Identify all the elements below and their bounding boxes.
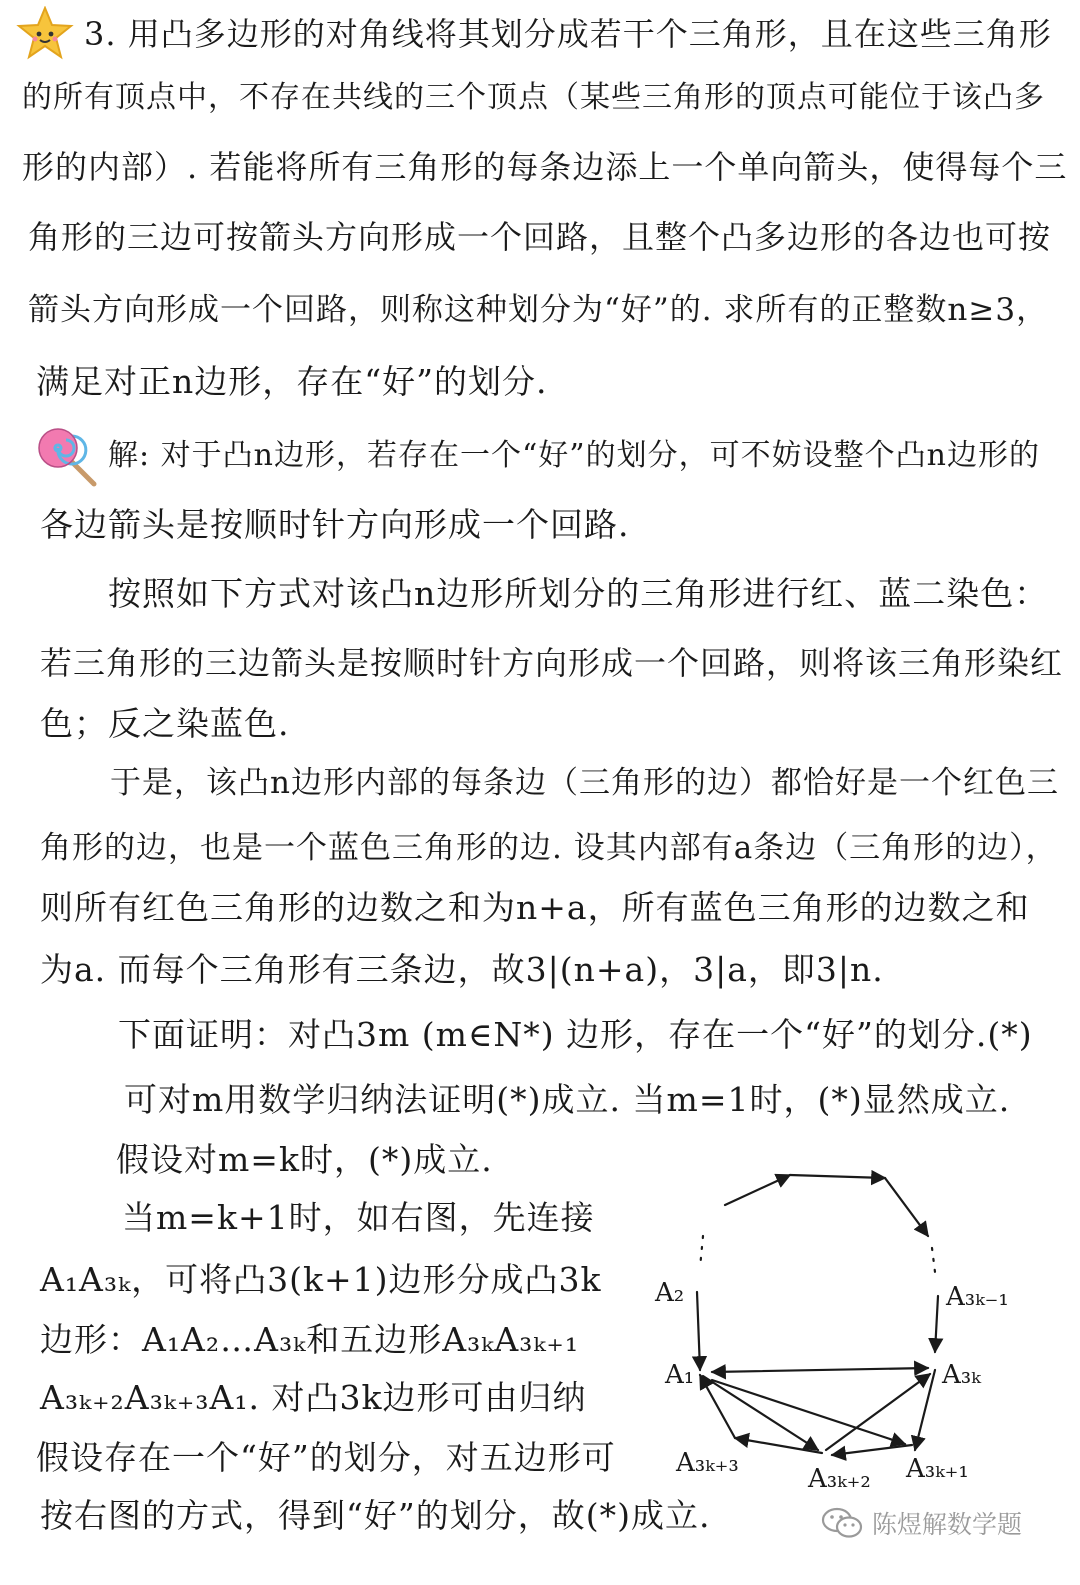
solution-line-3: 按照如下方式对该凸n边形所划分的三角形进行红、蓝二染色：: [108, 574, 1049, 613]
diagonal-a3k2-a3k: [826, 1374, 930, 1450]
solution-line-17: 假设存在一个“好”的划分，对五边形可: [36, 1438, 616, 1477]
solution-line-10: 下面证明：对凸3m (m∈N*) 边形，存在一个“好”的划分.(*): [118, 1015, 1033, 1054]
solution-line-14: A₁A₃ₖ，可将凸3(k+1)边形分成凸3k: [40, 1260, 602, 1299]
diagonal-a1-a3k: [712, 1368, 928, 1372]
problem-line-2: 的所有顶点中，不存在共线的三个顶点（某些三角形的顶点可能位于该凸多: [22, 80, 1045, 115]
diagonal-a1-a3k1: [712, 1380, 905, 1444]
label-a1: A₁: [665, 1360, 695, 1390]
solution-line-13: 当m=k+1时，如右图，先连接: [122, 1198, 595, 1237]
watermark-text: 陈煜解数学题: [872, 1510, 1023, 1539]
solution-line-7: 角形的边，也是一个蓝色三角形的边. 设其内部有a条边（三角形的边），: [40, 830, 1058, 866]
label-a3k-plus2: A₃ₖ₊₂: [808, 1464, 871, 1494]
edge-a3k-1-a3k: [935, 1296, 938, 1352]
edge-top-right: [885, 1178, 928, 1236]
problem-line-1: 3. 用凸多边形的对角线将其划分成若干个三角形，且在这些三角形: [84, 15, 1052, 53]
solution-line-11: 可对m用数学归纳法证明(*)成立. 当m=1时，(*)显然成立.: [124, 1080, 1011, 1119]
edge-a3k2-a3k3: [735, 1438, 822, 1453]
solution-line-5: 色；反之染蓝色.: [40, 704, 290, 743]
dots-left: [700, 1236, 703, 1268]
solution-line-18: 按右图的方式，得到“好”的划分，故(*)成立.: [40, 1496, 711, 1535]
problem-line-6: 满足对正n边形，存在“好”的划分.: [36, 362, 548, 401]
watermark: [820, 1503, 1022, 1543]
solution-line-2: 各边箭头是按顺时针方向形成一个回路.: [40, 505, 630, 544]
solution-line-12: 假设对m=k时，(*)成立.: [116, 1140, 493, 1179]
label-a2: A₂: [655, 1278, 685, 1308]
wechat-icon: [820, 1506, 864, 1540]
edge-a3k1-a3k2: [832, 1445, 912, 1455]
label-a3k-minus1: A₃ₖ₋₁: [946, 1282, 1009, 1312]
label-a3k-plus1: A₃ₖ₊₁: [906, 1454, 969, 1484]
problem-line-4: 角形的三边可按箭头方向形成一个回路，且整个凸多边形的各边也可按: [28, 218, 1052, 256]
label-a3k-plus3: A₃ₖ₊₃: [676, 1448, 739, 1478]
solution-line-6: 于是，该凸n边形内部的每条边（三角形的边）都恰好是一个红色三: [110, 765, 1059, 801]
label-a3k: A₃ₖ: [942, 1360, 981, 1390]
edge-top: [790, 1175, 885, 1178]
solution-line-8: 则所有红色三角形的边数之和为n+a，所有蓝色三角形的边数之和: [40, 888, 1030, 927]
solution-line-16: A₃ₖ₊₂A₃ₖ₊₃A₁. 对凸3k边形可由归纳: [40, 1378, 587, 1417]
edge-a2-a1: [697, 1292, 700, 1370]
problem-line-5: 箭头方向形成一个回路，则称这种划分为“好”的. 求所有的正整数n≥3，: [28, 292, 1049, 328]
solution-line-9: 为a. 而每个三角形有三条边，故3|(n+a)，3|a，即3|n.: [40, 950, 884, 989]
edge-top-left: [725, 1175, 790, 1205]
solution-line-1: 解: 对于凸n边形，若存在一个“好”的划分，可不妨设整个凸n边形的: [108, 438, 1040, 473]
dots-right: [932, 1248, 936, 1280]
solution-line-15: 边形：A₁A₂…A₃ₖ和五边形A₃ₖA₃ₖ₊₁: [40, 1320, 580, 1359]
solution-line-4: 若三角形的三边箭头是按顺时针方向形成一个回路，则将该三角形染红: [40, 644, 1064, 682]
problem-line-3: 形的内部）. 若能将所有三角形的每条边添上一个单向箭头，使得每个三: [22, 148, 1068, 186]
